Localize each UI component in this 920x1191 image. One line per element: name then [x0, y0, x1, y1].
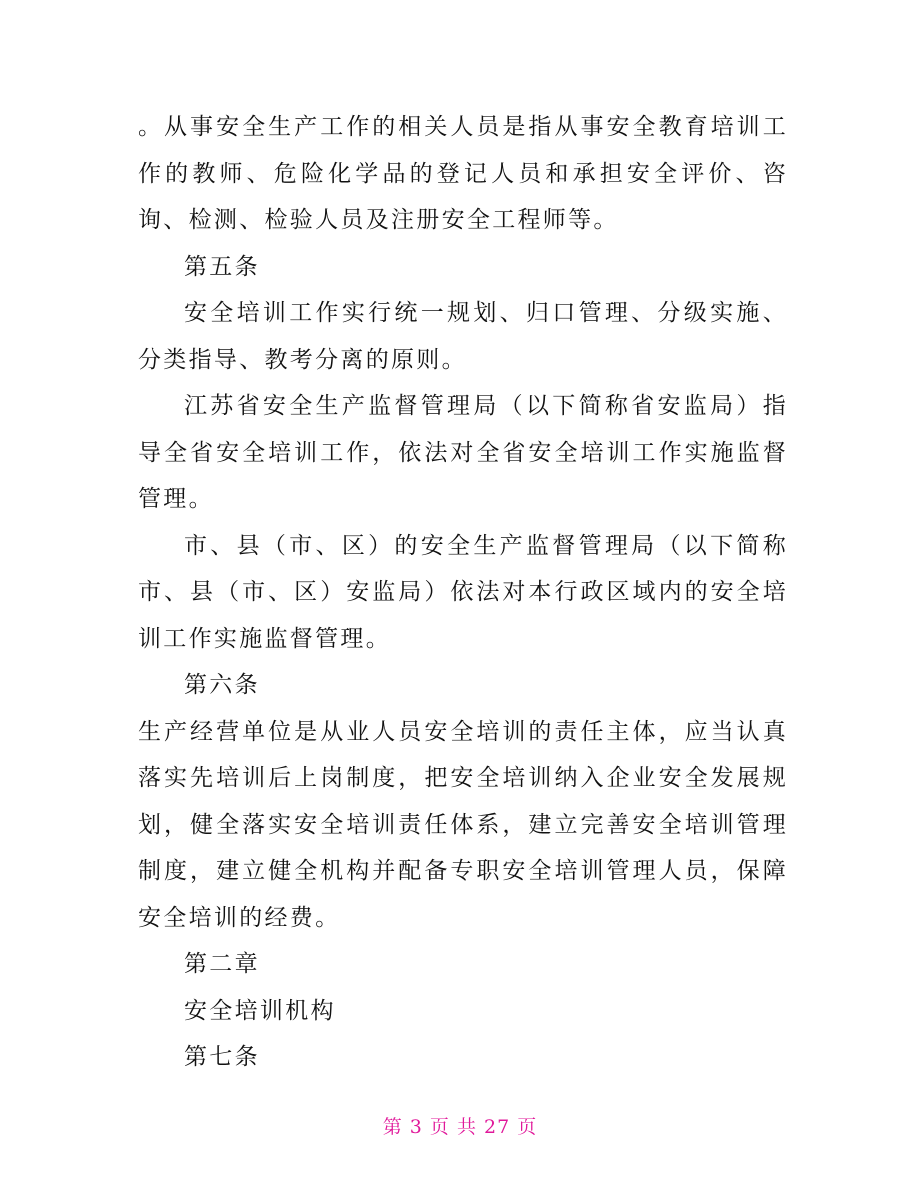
paragraph-5: 市、县（市、区）的安全生产监督管理局（以下简称市、县（市、区）安监局）依法对本行政区域内的安全培训工作实施监督管理。 [138, 532, 788, 652]
article-7-heading: 第七条 [184, 1044, 260, 1070]
chapter-2-title: 安全培训机构 [184, 997, 336, 1024]
page-number-footer: 第 3 页 共 27 页 [382, 1116, 538, 1138]
document-body [138, 0, 788, 1081]
article-6-heading: 第六条 [184, 672, 260, 698]
paragraph-3: 安全培训工作实行统一规划、归口管理、分级实施、分类指导、教考分离的原则。 [138, 300, 788, 373]
paragraph-7: 生产经营单位是从业人员安全培训的责任主体，应当认真落实先培训后上岗制度，把安全培训纳入企业安全发展规划，健全落实安全培训责任体系，建立完善安全培训管理制度，建立健全机构并配备专职安全培训管理人员，保障安全培训的经费。 [138, 718, 788, 931]
paragraph-4: 江苏省安全生产监督管理局（以下简称省安监局）指导全省安全培训工作，依法对全省安全培训工作实施监督管理。 [138, 393, 788, 512]
article-5-heading: 第五条 [184, 253, 260, 280]
chapter-2-heading: 第二章 [184, 951, 260, 977]
paragraph-1: 。从事安全生产工作的相关人员是指从事安全教育培训工作的教师、危险化学品的登记人员和承担安全评价、咨询、检测、检验人员及注册安全工程师等。 [138, 114, 788, 233]
